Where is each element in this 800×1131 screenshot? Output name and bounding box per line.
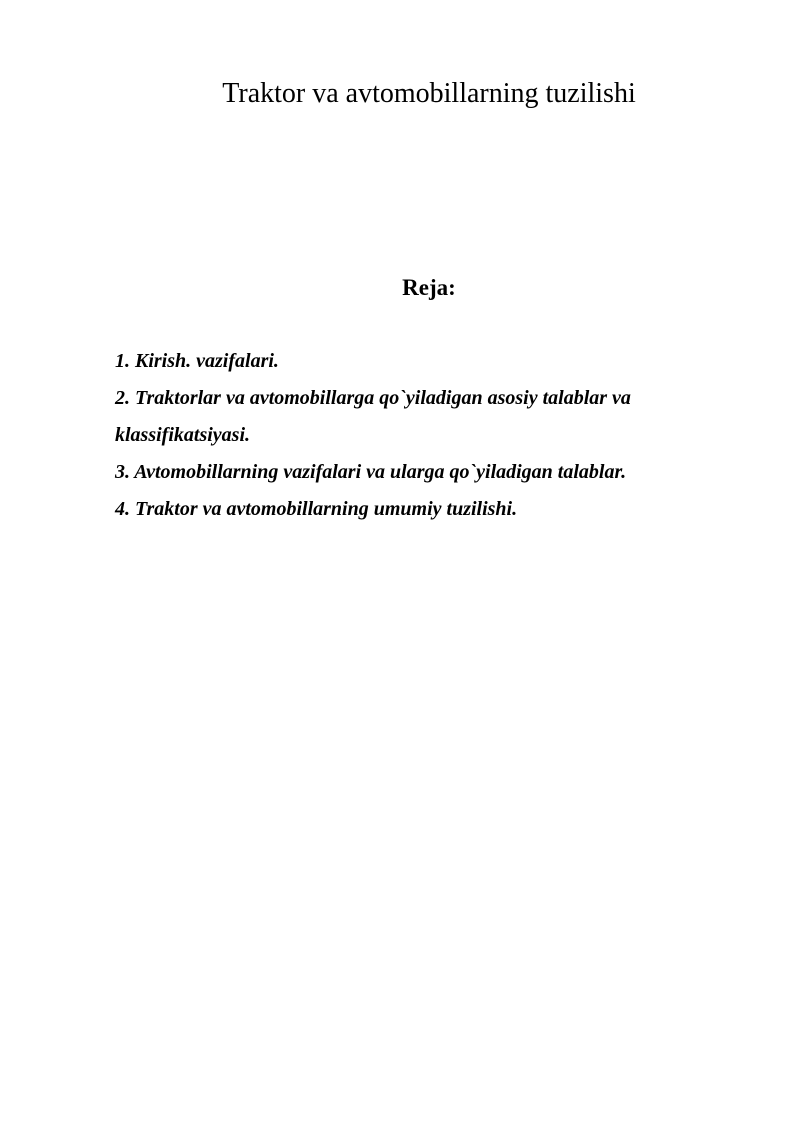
plan-list (115, 343, 695, 528)
plan-item-4: 4. Traktor va avtomobillarning umumiy tuzilishi. (115, 498, 518, 520)
plan-heading: Reja: (402, 275, 456, 300)
document-title: Traktor va avtomobillarning tuzilishi (222, 78, 636, 109)
plan-item-3: 3. Avtomobillarning vazifalari va ularga qo`yiladigan talablar. (115, 461, 627, 483)
plan-item-2: 2. Traktorlar va avtomobillarga qo`yiladigan asosiy talablar va klassifikatsiyasi. (115, 387, 631, 446)
plan-item-1: 1. Kirish. vazifalari. (115, 350, 279, 372)
